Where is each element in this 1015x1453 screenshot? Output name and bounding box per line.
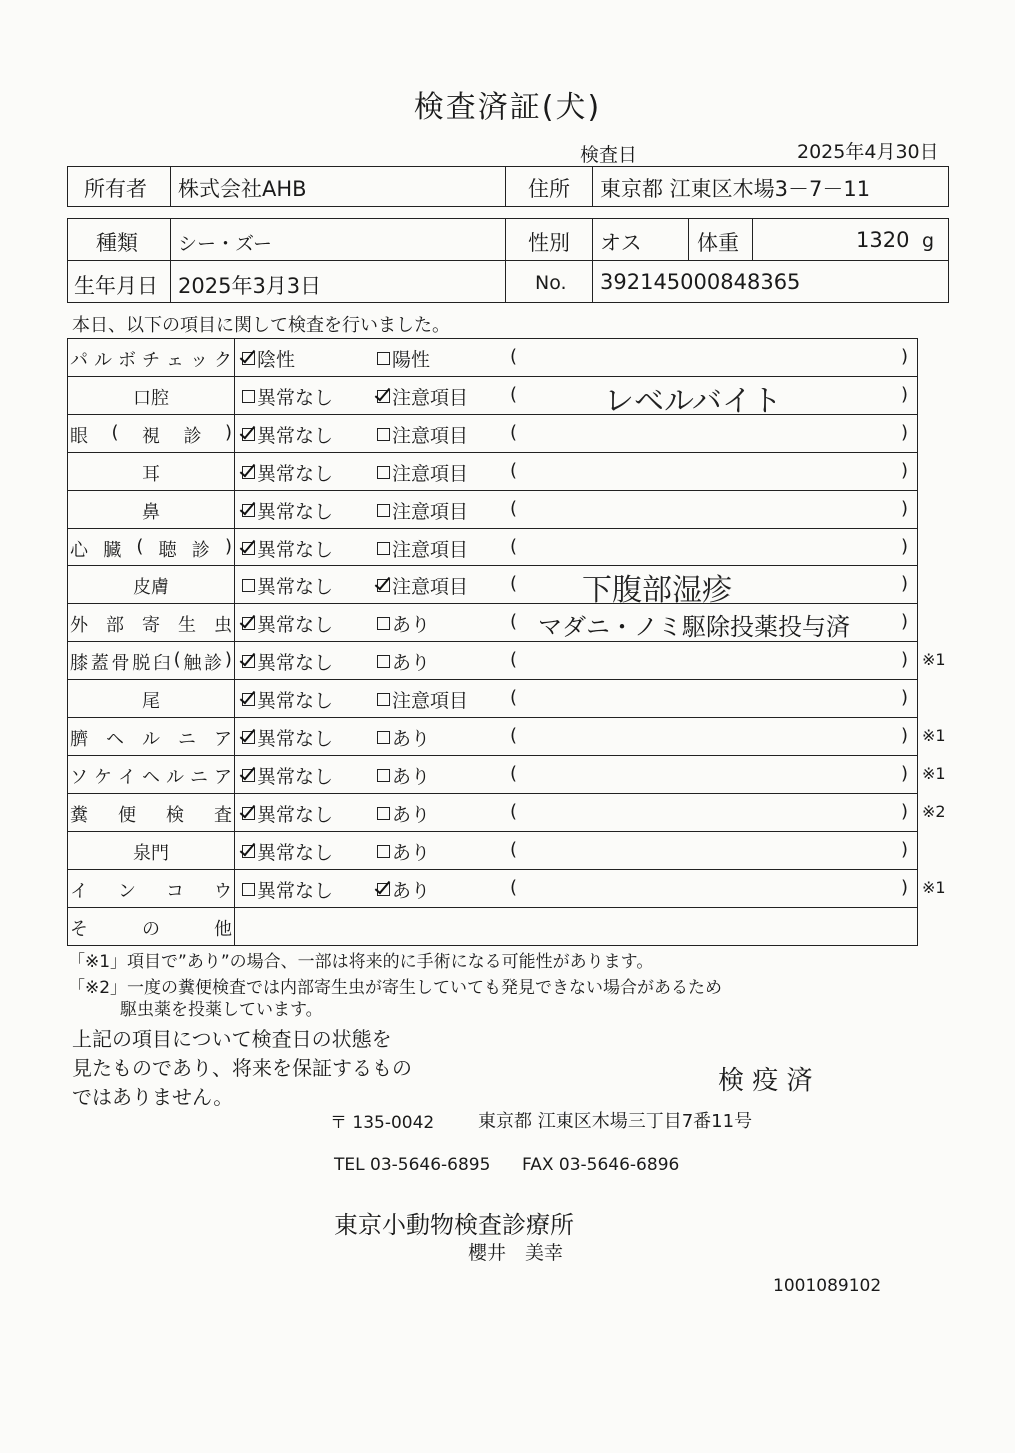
clinic-tel: TEL 03-5646-6895 (334, 1155, 491, 1175)
checkbox-icon[interactable] (242, 617, 255, 630)
close-paren: ) (901, 687, 909, 709)
inspection-label: 眼 ( 視 診 ) (70, 421, 232, 447)
inspection-label (70, 687, 232, 713)
close-paren: ) (901, 725, 909, 746)
checkbox-icon[interactable] (242, 845, 255, 858)
postal-code: 〒 135-0042 (330, 1113, 435, 1133)
open-paren: ( (510, 421, 518, 443)
open-paren: ( (510, 876, 518, 898)
checkbox-icon[interactable] (377, 883, 390, 896)
checkbox-icon[interactable] (377, 428, 390, 441)
close-paren: ) (901, 421, 909, 443)
footnote-marker: ※1 (922, 877, 946, 897)
option-normal[interactable]: 異常なし (242, 648, 333, 675)
checkbox-icon[interactable] (377, 617, 390, 630)
inspection-label-text: 皮膚 (133, 577, 169, 599)
inspection-label: 膝 蓋 骨 脱 臼 ( 触 診 ) (70, 649, 232, 675)
option-abnormal[interactable]: あり (377, 838, 430, 865)
inspection-label-text: 口腔 (133, 387, 169, 409)
open-paren: ( (510, 459, 518, 481)
checkbox-icon[interactable] (377, 352, 390, 365)
close-paren: ) (901, 649, 909, 671)
option-abnormal[interactable]: あり (377, 648, 430, 675)
open-paren: ( (510, 346, 518, 367)
clinic-fax: FAX 03-5646-6896 (522, 1155, 680, 1175)
open-paren: ( (510, 649, 518, 671)
breed-value: シー・ズー (178, 233, 273, 255)
sex-value: オス (600, 231, 642, 255)
inspection-comment: レベルバイト (604, 383, 782, 419)
inspection-label (70, 460, 232, 486)
checkbox-icon[interactable] (377, 655, 390, 668)
address-label: 住所 (528, 177, 570, 201)
inspection-comment: マダニ・ノミ駆除投薬投与済 (538, 613, 850, 642)
open-paren: ( (510, 611, 518, 633)
footnote-marker: ※1 (922, 726, 946, 745)
birth-value: 2025年3月3日 (178, 274, 322, 298)
inspection-date-label: 検査日 (580, 144, 638, 166)
birth-label: 生年月日 (74, 274, 158, 298)
close-paren: ) (901, 838, 909, 860)
footnote-2: 「※2」一度の糞便検査では内部寄生虫が寄生していても発見できない場合があるため (68, 978, 723, 998)
address-value: 東京都 江東区木場3－7－11 (600, 177, 871, 201)
close-paren: ) (901, 876, 909, 898)
weight-value: 1320 (856, 228, 910, 252)
option-normal[interactable]: 異常なし (242, 838, 333, 865)
option-abnormal[interactable]: 注意項目 (377, 459, 468, 486)
checkbox-icon[interactable] (242, 352, 255, 365)
checkbox-icon[interactable] (242, 428, 255, 441)
option-normal[interactable]: 異常なし (242, 876, 333, 903)
weight-label: 体重 (697, 231, 739, 255)
checkbox-icon[interactable] (377, 390, 390, 403)
open-paren: ( (510, 535, 518, 557)
option-normal[interactable]: 異常なし (242, 724, 333, 751)
close-paren: ) (901, 535, 909, 557)
open-paren: ( (510, 497, 518, 519)
option-normal[interactable]: 異常なし (242, 610, 333, 637)
option-abnormal[interactable]: 注意項目 (377, 686, 468, 713)
no-value: 392145000848365 (600, 270, 801, 294)
inspection-comment: 下腹部湿疹 (582, 573, 732, 609)
option-abnormal[interactable]: 注意項目 (377, 421, 468, 448)
close-paren: ) (901, 611, 909, 633)
open-paren: ( (510, 573, 518, 595)
footnote-2-cont: 駆虫薬を投薬しています。 (120, 1000, 323, 1020)
option-abnormal[interactable]: 注意項目 (377, 383, 468, 410)
checkbox-icon[interactable] (377, 504, 390, 517)
inspection-label: 心 臓 ( 聴 診 ) (70, 535, 232, 561)
inspection-label-text: 尾 (142, 691, 160, 713)
statement-line: 見たものであり、将来を保証するもの (72, 1056, 412, 1080)
clinic-name: 東京小動物検査診療所 (334, 1211, 574, 1239)
owner-label: 所有者 (84, 177, 147, 201)
close-paren: ) (901, 573, 909, 595)
open-paren: ( (510, 838, 518, 860)
inspection-label: パ ル ボ チ ェ ッ ク (70, 350, 232, 371)
checkbox-icon[interactable] (242, 504, 255, 517)
open-paren: ( (510, 383, 518, 405)
intro-text: 本日、以下の項目に関して検査を行いました。 (72, 315, 450, 336)
option-abnormal[interactable]: 注意項目 (377, 572, 468, 599)
checkbox-icon[interactable] (242, 693, 255, 706)
footnote-marker: ※2 (922, 801, 946, 821)
close-paren: ) (901, 800, 909, 822)
statement (72, 1025, 412, 1112)
inspection-label (70, 839, 232, 865)
checkbox-icon[interactable] (377, 466, 390, 479)
owner-value: 株式会社AHB (178, 177, 307, 201)
option-normal[interactable]: 異常なし (242, 572, 333, 599)
checkbox-icon[interactable] (377, 731, 390, 744)
inspection-label: ソ ケ イ ヘ ル ニ ア (70, 766, 232, 788)
option-abnormal[interactable]: あり (377, 876, 430, 903)
checkbox-icon[interactable] (242, 466, 255, 479)
inspection-label-text: 耳 (142, 463, 160, 485)
statement-line: 上記の項目について検査日の状態を (72, 1027, 392, 1051)
option-normal[interactable]: 異常なし (242, 459, 333, 486)
checkbox-icon[interactable] (242, 807, 255, 820)
document-number: 1001089102 (773, 1276, 882, 1296)
inspection-label (70, 498, 232, 524)
close-paren: ) (901, 346, 909, 367)
option-normal[interactable]: 異常なし (242, 383, 333, 410)
inspection-label: そ の 他 (70, 918, 232, 940)
checkbox-icon[interactable] (242, 579, 255, 592)
open-paren: ( (510, 725, 518, 746)
option-abnormal[interactable]: あり (377, 724, 430, 751)
inspection-label: イ ン コ ウ (70, 880, 232, 902)
open-paren: ( (510, 800, 518, 822)
sex-label: 性別 (528, 231, 570, 255)
option-abnormal[interactable]: 注意項目 (377, 535, 468, 562)
option-normal[interactable]: 異常なし (242, 686, 333, 713)
document-title: 検査済証(犬) (413, 90, 602, 125)
no-label: No. (535, 272, 567, 294)
close-paren: ) (901, 762, 909, 784)
option-normal[interactable]: 陰性 (242, 345, 295, 372)
inspection-label: 外 部 寄 生 虫 (70, 615, 232, 637)
checkbox-icon[interactable] (242, 731, 255, 744)
option-abnormal[interactable]: あり (377, 800, 430, 827)
checkbox-icon[interactable] (242, 883, 255, 896)
option-normal[interactable]: 異常なし (242, 762, 333, 789)
option-normal[interactable]: 異常なし (242, 421, 333, 448)
option-abnormal[interactable]: 注意項目 (377, 497, 468, 524)
checkbox-icon[interactable] (377, 845, 390, 858)
open-paren: ( (510, 687, 518, 709)
inspection-label-text: 泉門 (133, 842, 169, 864)
weight-unit: g (922, 230, 935, 252)
statement-line: ではありません。 (72, 1085, 234, 1109)
close-paren: ) (901, 383, 909, 405)
checkbox-icon[interactable] (377, 807, 390, 820)
close-paren: ) (901, 459, 909, 481)
clinic-address: 東京都 江東区木場三丁目7番11号 (478, 1111, 753, 1132)
checkbox-icon[interactable] (242, 769, 255, 782)
option-abnormal[interactable]: あり (377, 610, 430, 637)
checkbox-icon[interactable] (242, 542, 255, 555)
breed-label: 種類 (96, 231, 138, 255)
close-paren: ) (901, 497, 909, 519)
inspection-label-text: 鼻 (142, 501, 160, 523)
inspection-label (70, 573, 232, 599)
inspection-label (70, 384, 232, 410)
checkbox-icon[interactable] (377, 769, 390, 782)
checkbox-icon[interactable] (377, 579, 390, 592)
inspection-date: 2025年4月30日 (797, 141, 939, 163)
footnote-1: 「※1」項目で”あり”の場合、一部は将来的に手術になる可能性があります。 (68, 952, 654, 972)
inspection-label: 糞 便 検 査 (70, 804, 232, 826)
option-normal[interactable]: 異常なし (242, 535, 333, 562)
option-abnormal[interactable]: あり (377, 762, 430, 789)
footnote-marker: ※1 (922, 650, 946, 670)
checkbox-icon[interactable] (242, 655, 255, 668)
doctor-name: 櫻井 美幸 (468, 1242, 564, 1264)
quarantine-stamp: 検 疫 済 (718, 1066, 813, 1096)
checkbox-icon[interactable] (242, 390, 255, 403)
checkbox-icon[interactable] (377, 542, 390, 555)
option-abnormal[interactable]: 陽性 (377, 345, 430, 372)
inspection-label: 臍 ヘ ル ニ ア (70, 729, 232, 750)
footnote-marker: ※1 (922, 763, 946, 783)
checkbox-icon[interactable] (377, 693, 390, 706)
open-paren: ( (510, 762, 518, 784)
option-normal[interactable]: 異常なし (242, 800, 333, 827)
option-normal[interactable]: 異常なし (242, 497, 333, 524)
